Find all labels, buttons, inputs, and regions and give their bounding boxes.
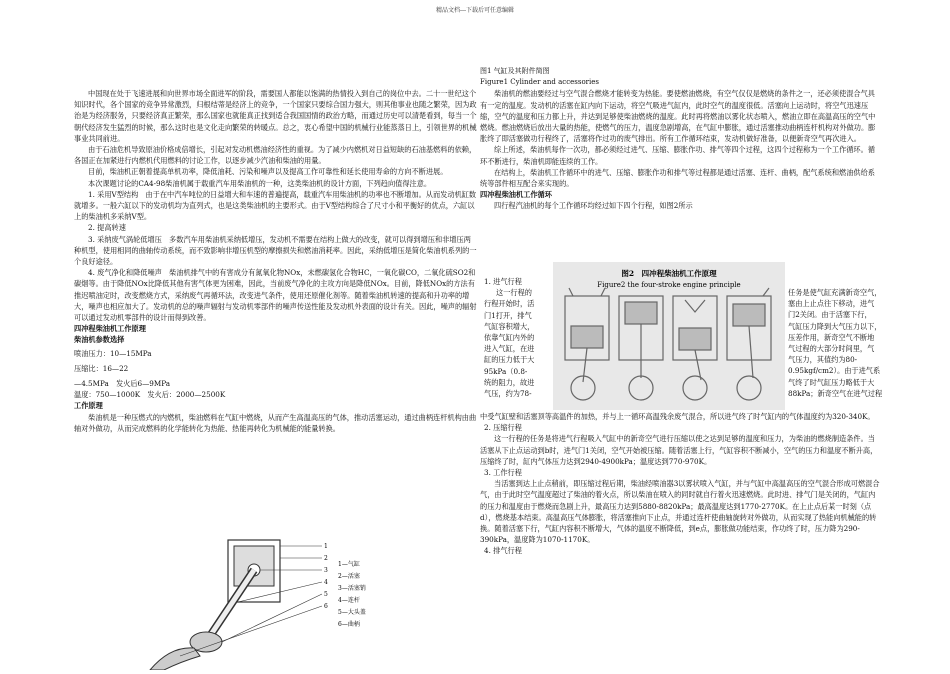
- fig1-legend-item: 2—活塞: [338, 573, 360, 580]
- section-heading: 四冲程柴油机工作循环: [480, 190, 552, 200]
- paragraph: 2. 提高转速: [88, 223, 126, 233]
- paragraph: 柴油机是一种压燃式的内燃机，柴油燃料在气缸中燃烧，从而产生高温高压的气体，推动活塞运动，通过曲柄连杆机构由曲轴对外做功，从而完成燃料的化学能转化为热能、热能再转化为机械能的能量转换。: [74, 412, 477, 433]
- figure1-caption-cn: 图1 气缸及其附件简图: [480, 67, 550, 75]
- paragraph: 当活塞到达上止点稍前，即压缩过程后期，柴油经喷油器3以雾状喷入气缸，并与气缸中高温高压的空气混合形成可燃混合气，由于此时空气温度超过了柴油的着火点，所以柴油在喷入的同时就自行着火迅速燃烧。此时进、排气门是关闭的，气缸内的压力和温度由于燃烧而急剧上升，最高压力达到5880-8820kPa；最高温度达到1770-2770K。在上止点后某一时刻（点d），燃烧基本结束。高温高压气体膨胀，将活塞推向下止点，并通过连杆使曲轴旋转对外做功，从而实现了热能向机械能的转换。随着活塞下行，气缸内容积不断增大，气体的温度不断降低，到e点，膨胀做功能结束，作功终了时，压力降为290-390kPa，温度降为1070-1170K。: [480, 479, 880, 545]
- text-line: 任务是使气缸充满新奇空气，: [788, 288, 882, 297]
- stroke-heading: 1. 进气行程: [484, 277, 522, 286]
- cylinder-exhaust: [727, 288, 771, 400]
- text-line: 进入气缸，在进: [484, 344, 535, 354]
- fig1-num-label: 1: [324, 543, 328, 550]
- fig1-legend-item: 1—气缸: [338, 561, 360, 568]
- cylinder-compression: [619, 296, 663, 400]
- fig1-num-label: 5: [324, 591, 328, 598]
- fig1-legend-item: 3—活塞销: [338, 585, 366, 592]
- paragraph: 3. 采纳废气涡轮低增压 多数汽车用柴油机采纳低增压，发动机不需要在结构上做大的改变，就可以得到增压和非增压两种机型，使用相同的曲轴传动系统，而不致影响非增压机型的摩擦损失和燃油消耗率。因此，采纳低增压是简化柴油机系列的一个良好途径。: [74, 234, 477, 267]
- intake-left-fragment: [484, 276, 556, 399]
- cylinder-intake: [565, 288, 609, 400]
- paragraph: 目前，柴油机正朝着提高单机功率，降低油耗、污染和噪声以及提高工作可靠性和延长使用寿命的方向不断进展。: [88, 167, 448, 177]
- connecting-rod-inner: [210, 570, 254, 636]
- text-line: 气压力，其值约为80-: [788, 355, 858, 365]
- text-line: 压差作用，新奇空气不断地: [788, 332, 875, 342]
- paragraph: 本次课题讨论的CA4-98柴油机属于载重汽车用柴油机的一种，这类柴油机的设计方面，下列趋向值得注意。: [88, 178, 432, 188]
- right-column: [480, 66, 882, 212]
- fig1-legend-item: 4—连杆: [338, 597, 360, 604]
- fig1-num-label: 3: [324, 567, 328, 574]
- intake-right-fragment: [788, 287, 884, 399]
- text-line: 0.95kgf/cm2）。由于进气系: [788, 366, 881, 376]
- text-line: 缸的压力低于大: [484, 355, 535, 365]
- section-heading: 四冲程柴油机工作原理: [74, 324, 146, 334]
- section-heading: 工作原理: [74, 401, 103, 411]
- param-line: 压缩比：16—22: [74, 363, 129, 373]
- text-line: 塞由上止点往下移动，进气: [788, 299, 875, 309]
- right-column-bottom: [480, 411, 882, 557]
- paragraph: 柴油机的燃油要经过与空气混合燃烧才能转变为热能。要使燃油燃烧，有空气仅仅是燃烧的条件之一，还必须使混合气具有一定的温度。发动机的活塞在缸内向下运动，将空气吸进气缸内，此时空气的温度很低。活塞向上运动时，将空气迅速压缩，空气的温度和压力都上升，并达到足够使柴油燃烧的温度。此时再将燃油以雾化状态喷入，燃油立即在高温高压的空气中燃烧。燃油燃烧后放出大量的热能，使燃气的压力，温度急剧增高，在气缸中膨胀，通过活塞推动曲柄连杆机构对外做功。膨胀终了即活塞做功行程终了，活塞将作过功的废气排出。所有工作循环结束，发动机做好准备，以便新奇空气再次进入。: [480, 89, 876, 144]
- cylinder-power: [673, 296, 717, 400]
- text-line: 统的阻力，故进: [484, 377, 535, 387]
- figure-four-stroke: [553, 262, 785, 410]
- text-line: 88kPa；新奇空气在进气过程: [788, 388, 883, 398]
- fig1-num-label: 2: [324, 555, 328, 562]
- text-line: 气终了时气缸压力略低于大: [788, 377, 875, 387]
- paragraph: 4. 废气净化和降低噪声 柴油机排气中的有害成分有氮氧化物NOx，未燃碳氢化合物HC，一氧化碳CO，二氧化硫SO2和碳烟等。由于降低NOx比降低其他有害气体更为困难，因此，当前废气净化的主攻方向是降低NOx。目前，降低NOx的方法有推迟喷油定时，改变燃烧方式，采纳废气再循环法，改变进气条件，使用还原催化剂等。随着柴油机转速的提高和升功率的增大，噪声也相应加大了。发动机的总的噪声辐射与发动机零部件的噪声传送性能及发动机外表面的设计有关。因此，噪声的辐射可以通过发动机零部件的设计而得到改善。: [74, 268, 477, 323]
- stroke-heading: 3. 工作行程: [484, 468, 522, 478]
- text-line: 气过程的大部分时间里，气: [788, 344, 875, 354]
- fig1-num-label: 4: [324, 579, 328, 586]
- stroke-heading: 2. 压缩行程: [484, 423, 522, 433]
- paragraph: 四行程汽油机的每个工作循环均经过如下四个行程，如图2所示: [494, 201, 693, 211]
- paragraph: 中国现在处于飞速进展和向世界市场全面进军的阶段，需要国人都能以饱满的热情投入到自己的岗位中去。二十一世纪这个知识时代，各个国家的竞争异常激烈，归根结蒂是经济上的竞争，一个国家只要综合国力强大，则其他事业也随之繁荣，因为政治是为经济服务，只要经济真正繁荣，那么国家也就能真正找到适合我国国情的政治方略，而通过历史可以清楚看到，每当一个朝代经济发生猛烈的时候，那么这时也是文化走向繁荣的转暖点。总之，衷心希望中国的机械行业能蒸蒸日上，引领世界的机械事业共同前进。: [74, 89, 477, 143]
- paragraph: 综上所述，柴油机每作一次功，都必须经过进气、压缩、膨胀作功、排气等四个过程，这四个过程称为一个工作循环。循环不断进行，柴油机即能连续的工作。: [480, 145, 875, 166]
- figure2-caption-cn: 图2 四冲程柴油机工作原理: [621, 269, 717, 278]
- page-header: 精品文档---下载后可任意编辑: [435, 7, 515, 14]
- param-line: —4.5MPa 发火后6—9MPa: [74, 379, 171, 389]
- fig1-num-label: 6: [324, 603, 328, 610]
- paragraph: 中受气缸壁和活塞顶等高温件的加热，并与上一循环高温残余废气混合，所以进气终了时气缸内的气体温度约为320-340K。: [480, 412, 875, 421]
- paragraph: 由于石油危机导致原油价格成倍增长，引起对发动机燃油经济性的重视。为了减少内燃机对日益短缺的石油基燃料的依赖，各国正在加紧进行内燃机代用燃料的讨论工作，以逐步减少汽油和柴油的用量。: [74, 145, 477, 166]
- four-stroke-diagram: [553, 262, 785, 410]
- stroke-heading: 4. 排气行程: [484, 546, 522, 556]
- section-heading: 柴油机参数选择: [74, 335, 125, 345]
- text-line: 气压，约为78-: [484, 389, 532, 399]
- param-line: 温度：750—1000K 发火后：2000—2500K: [74, 390, 226, 400]
- text-line: 依靠气缸内外的: [484, 333, 535, 343]
- param-line: 喷油压力：10—15MPa: [74, 348, 152, 358]
- text-line: 气缸容积增大，: [484, 321, 535, 331]
- paragraph: 这一行程的任务是将进气行程吸入气缸中的新奇空气进行压缩以使之达到足够的温度和压力，为柴油的燃烧制造条件。当活塞从下止点运动到b时，进气门1关闭，空气开始被压缩。随着活塞上行，气缸容积不断减小，空气的压力和温度不断升高，压缩终了时，缸内气体压力达到2940-4900kPa；温度达到770-970K。: [480, 434, 878, 466]
- paragraph: 1. 采用V型结构 由于在中汽车吨位的日益增大和车速的普遍提高，载重汽车用柴油机的功率也不断增加。从而发动机缸数就增多。一般六缸以下的发动机均为直列式，也是这类柴油机的主要形式。由于V型结构综合了尺寸小和平衡好的优点，六缸以上的柴油机多采纳V型。: [74, 189, 477, 222]
- left-column: [74, 88, 477, 434]
- figure2-caption-en: Figure2 the four-stroke engine principle: [597, 281, 741, 289]
- fig1-legend-item: 5—大头盖: [338, 609, 366, 616]
- text-line: 气缸压力降到大气压力以下，: [788, 321, 882, 331]
- crank: [150, 648, 200, 670]
- text-line: 门1打开，排气: [484, 310, 532, 320]
- figure-cylinder: [140, 536, 440, 670]
- figure1-caption-en: Figure1 Cylinder and accessories: [480, 78, 600, 87]
- cylinder-diagram: [140, 536, 440, 670]
- text-line: 这一行程的: [496, 288, 532, 298]
- paragraph: 在结构上，柴油机工作循环中的进气、压缩、膨胀作功和排气等过程都是通过活塞、连杆、曲柄，配气系统和燃油供给系统等部件相互配合来实现的。: [480, 167, 875, 189]
- text-line: 95kPa（0.8-: [484, 366, 528, 376]
- fig1-legend-item: 6—曲柄: [338, 621, 360, 628]
- text-line: 行程开始时，活: [484, 299, 535, 309]
- text-line: 门2关闭。由于活塞下行，: [788, 310, 872, 320]
